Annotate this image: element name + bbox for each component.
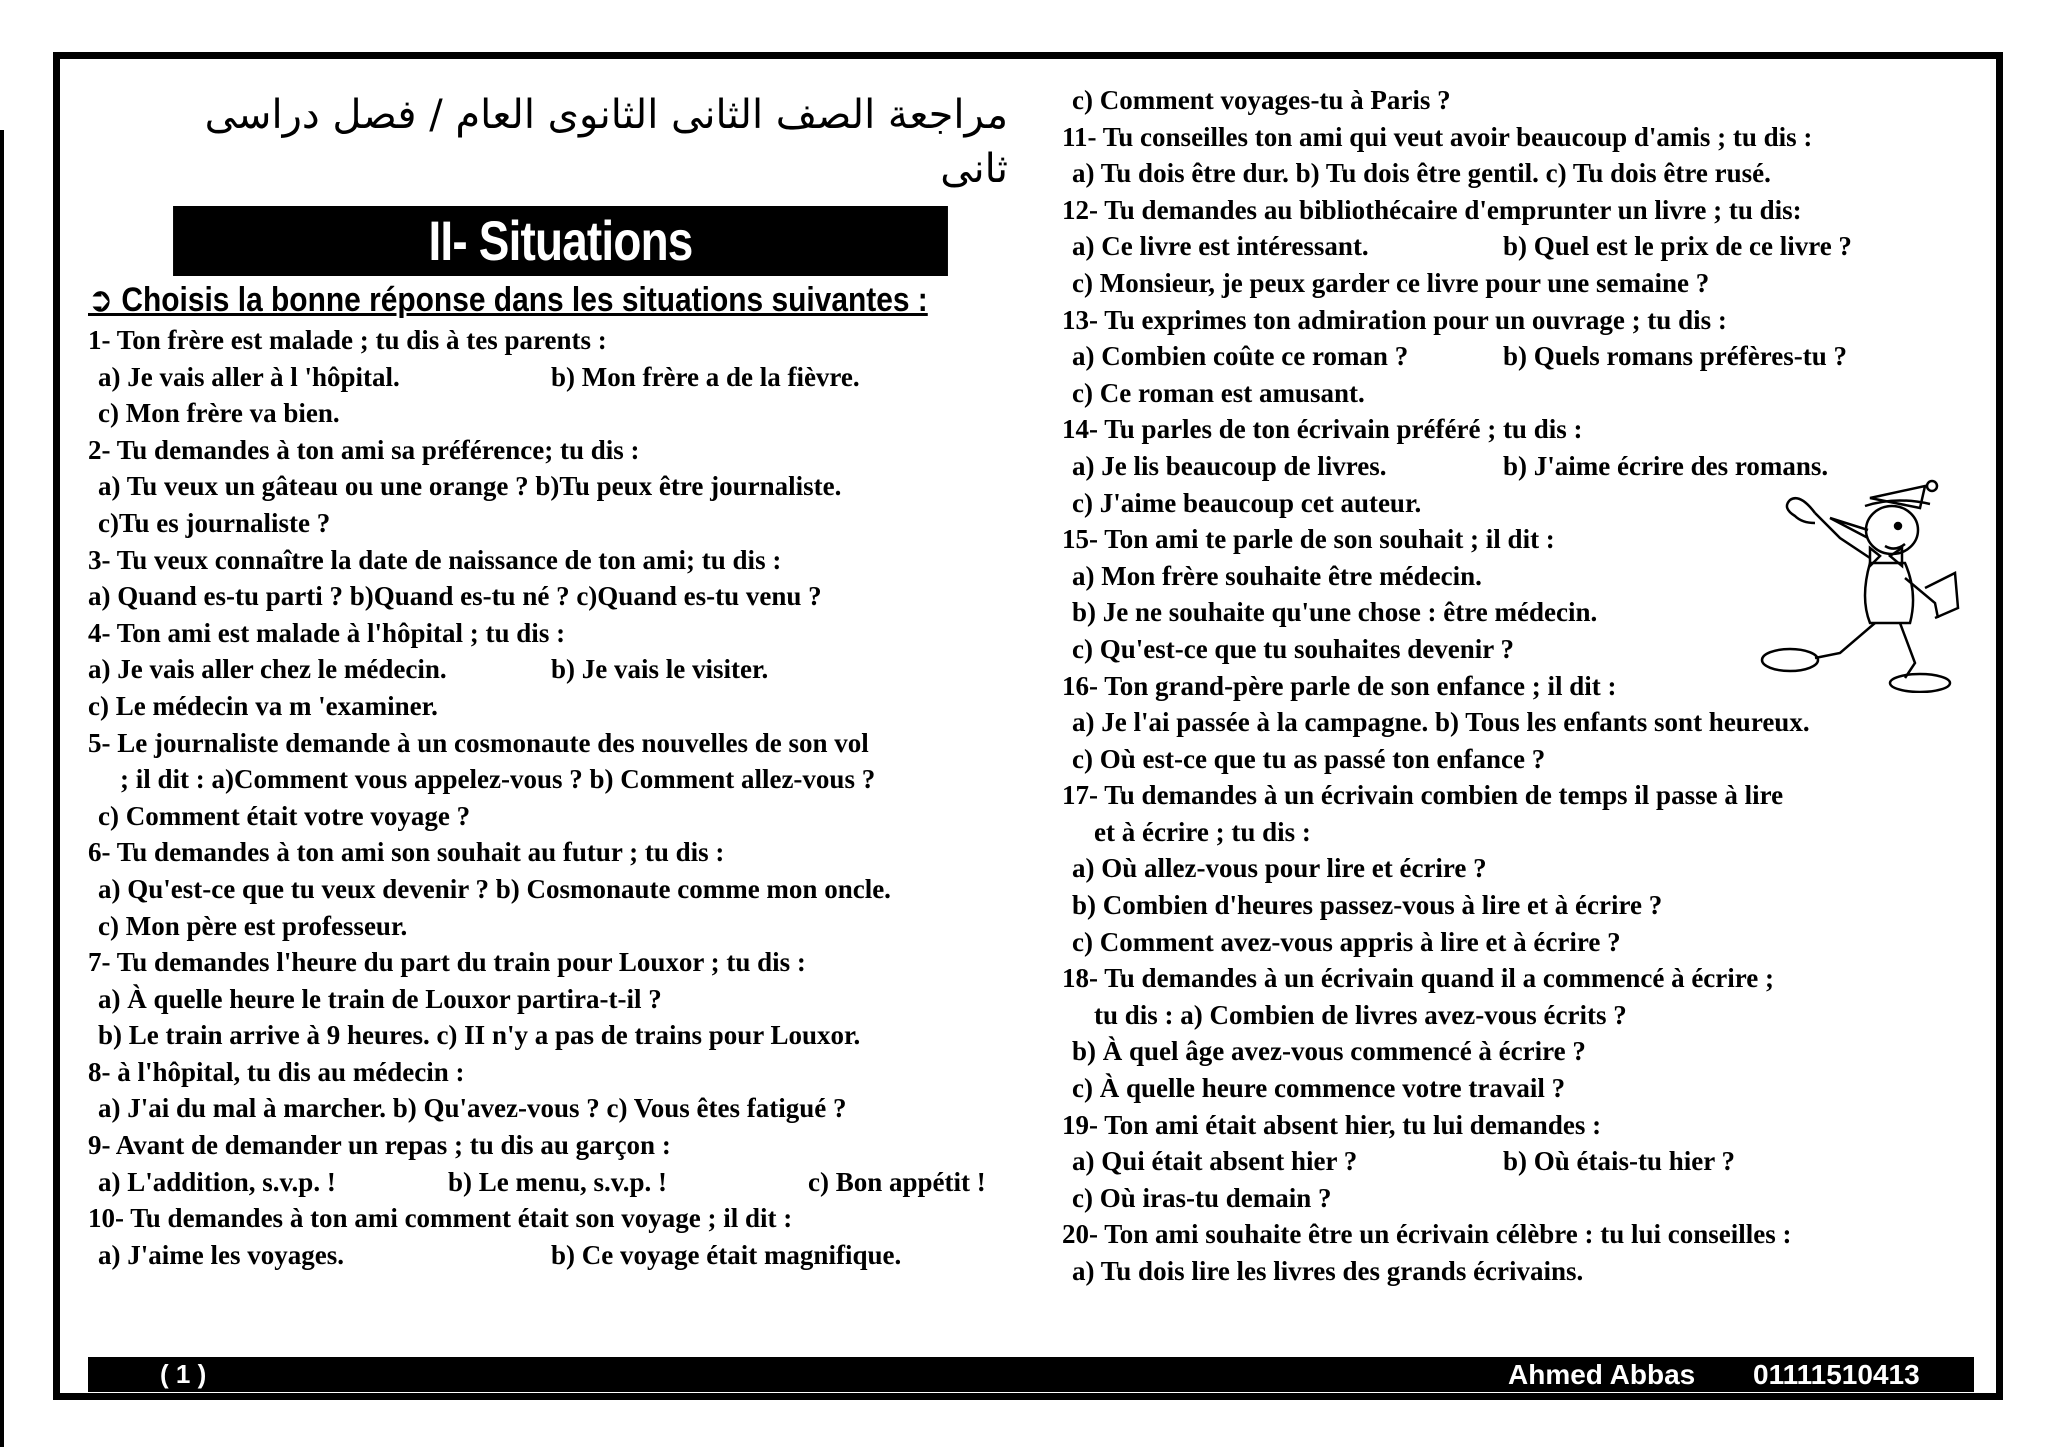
answer-option: c) Bon appétit ! (808, 1166, 986, 1197)
answer-line (88, 359, 1033, 396)
answer-option: b) Où étais-tu hier ? (1503, 1146, 1736, 1177)
question-line: 8- à l'hôpital, tu dis au médecin : (88, 1056, 465, 1087)
question-line (88, 651, 1033, 688)
answer-line: c) Mon père est professeur. (98, 910, 408, 941)
answer-line: a) Mon frère souhaite être médecin. (1072, 560, 1482, 591)
answer-line: a) Tu veux un gâteau ou une orange ? b)Tu peux être journaliste. (98, 471, 842, 502)
answer-option: b) Quel est le prix de ce livre ? (1503, 231, 1852, 262)
page-number: ( 1 ) (160, 1359, 207, 1389)
question-line: 10- Tu demandes à ton ami comment était son voyage ; il dit : (88, 1203, 793, 1234)
answer-line: a) À quelle heure le train de Louxor partira-t-il ? (98, 983, 662, 1014)
question-line: 17- Tu demandes à un écrivain combien de temps il passe à lire (1062, 780, 1784, 811)
answer-option: b) Ce voyage était magnifique. (551, 1239, 902, 1270)
question-line: 13- Tu exprimes ton admiration pour un ouvrage ; tu dis : (1062, 304, 1727, 335)
answer-option: a) Je vais aller chez le médecin. (88, 654, 447, 685)
answer-line: c) À quelle heure commence votre travail ? (1072, 1073, 1566, 1104)
answer-line (1062, 228, 1962, 265)
question-line: 20- Ton ami souhaite être un écrivain célèbre : tu lui conseilles : (1062, 1219, 1792, 1250)
question-line: 18- Tu demandes à un écrivain quand il a commencé à écrire ; (1062, 963, 1774, 994)
question-line: 2- Tu demandes à ton ami sa préférence; tu dis : (88, 434, 640, 465)
question-line: 15- Ton ami te parle de son souhait ; il dit : (1062, 524, 1555, 555)
answer-line: c) Comment avez-vous appris à lire et à écrire ? (1072, 926, 1621, 957)
answer-line: et à écrire ; tu dis : (1094, 816, 1311, 847)
arabic-title: مراجعة الصف الثانى الثانوى العام / فصل دراسى ثانى (204, 92, 1008, 192)
answer-line (88, 1164, 1033, 1201)
answer-line: c) Comment était votre voyage ? (98, 800, 471, 831)
author-name: Ahmed Abbas (1508, 1359, 1696, 1390)
question-line: 9- Avant de demander un repas ; tu dis au garçon : (88, 1130, 671, 1161)
answer-option: b) J'aime écrire des romans. (1503, 450, 1829, 481)
question-line: 5- Le journaliste demande à un cosmonaute des nouvelles de son vol (88, 727, 869, 758)
answer-option: a) L'addition, s.v.p. ! (98, 1166, 336, 1197)
answer-line: c) Ce roman est amusant. (1072, 377, 1365, 408)
answer-option: b) Quels romans préfères-tu ? (1503, 341, 1847, 372)
answer-option: b) Mon frère a de la fièvre. (551, 361, 860, 392)
pinocchio-illustration (1720, 478, 1960, 693)
answer-line: b) Combien d'heures passez-vous à lire et à écrire ? (1072, 890, 1663, 921)
question-line: 14- Tu parles de ton écrivain préféré ; tu dis : (1062, 414, 1583, 445)
question-line: 4- Ton ami est malade à l'hôpital ; tu dis : (88, 617, 566, 648)
question-line: 6- Tu demandes à ton ami son souhait au futur ; tu dis : (88, 837, 725, 868)
answer-line: tu dis : a) Combien de livres avez-vous écrits ? (1094, 999, 1627, 1030)
question-line: 1- Ton frère est malade ; tu dis à tes parents : (88, 325, 607, 355)
page-edge-line (0, 130, 4, 1447)
answer-line: c) J'aime beaucoup cet auteur. (1072, 487, 1422, 518)
answer-line: c) Mon frère va bien. (98, 398, 340, 429)
question-line: a) Quand es-tu parti ? b)Quand es-tu né ? c)Quand es-tu venu ? (88, 581, 822, 612)
answer-line: a) Qu'est-ce que tu veux devenir ? b) Cosmonaute comme mon oncle. (98, 873, 891, 904)
question-line: 7- Tu demandes l'heure du part du train pour Louxor ; tu dis : (88, 947, 806, 978)
author-phone: 01111510413 (1753, 1359, 1920, 1390)
question-line: 11- Tu conseilles ton ami qui veut avoir beaucoup d'amis ; tu dis : (1062, 121, 1813, 152)
answer-line (1062, 338, 1962, 375)
answer-line: c) Comment voyages-tu à Paris ? (1072, 85, 1451, 115)
answer-line: c) Qu'est-ce que tu souhaites devenir ? (1072, 633, 1514, 664)
left-question-list (88, 322, 1033, 1273)
answer-option: b) Le menu, s.v.p. ! (448, 1166, 668, 1197)
answer-line: a) Où allez-vous pour lire et écrire ? (1072, 853, 1487, 884)
answer-line: ; il dit : a)Comment vous appelez-vous ? b) Comment allez-vous ? (120, 764, 876, 795)
answer-option: a) Combien coûte ce roman ? (1072, 341, 1409, 372)
answer-line: a) J'ai du mal à marcher. b) Qu'avez-vous ? c) Vous êtes fatigué ? (98, 1093, 847, 1124)
answer-line: b) À quel âge avez-vous commencé à écrire ? (1072, 1036, 1586, 1067)
answer-option: a) Qui était absent hier ? (1072, 1146, 1358, 1177)
answer-line: c) Monsieur, je peux garder ce livre pour une semaine ? (1072, 267, 1710, 298)
question-line: 19- Ton ami était absent hier, tu lui demandes : (1062, 1109, 1602, 1140)
answer-line: b) Le train arrive à 9 heures. c) II n'y a pas de trains pour Louxor. (98, 1020, 861, 1051)
question-line: 16- Ton grand-père parle de son enfance ; il dit : (1062, 670, 1617, 701)
answer-line (1062, 1143, 1962, 1180)
answer-line: c) Où est-ce que tu as passé ton enfance ? (1072, 743, 1546, 774)
left-column (88, 82, 1033, 1273)
answer-line: b) Je ne souhaite qu'une chose : être médecin. (1072, 597, 1598, 628)
answer-option: a) J'aime les voyages. (98, 1239, 344, 1270)
answer-line (88, 1237, 1033, 1274)
question-line: 12- Tu demandes au bibliothécaire d'emprunter un livre ; tu dis: (1062, 194, 1802, 225)
instruction: ➲ Choisis la bonne réponse dans les situations suivantes : (88, 281, 928, 319)
answer-line: c) Où iras-tu demain ? (1072, 1182, 1332, 1213)
answer-option: a) Je vais aller à l 'hôpital. (98, 361, 400, 392)
answer-line: a) Tu dois lire les livres des grands écrivains. (1072, 1256, 1584, 1286)
answer-line: a) Je l'ai passée à la campagne. b) Tous les enfants sont heureux. (1072, 707, 1810, 738)
answer-option: a) Je lis beaucoup de livres. (1072, 450, 1387, 481)
footer-bar (88, 1357, 1974, 1392)
section-title: II- Situations (173, 206, 948, 276)
answer-line: a) Tu dois être dur. b) Tu dois être gentil. c) Tu dois être rusé. (1072, 158, 1771, 189)
answer-option: b) Je vais le visiter. (551, 654, 769, 685)
question-line: c) Le médecin va m 'examiner. (88, 690, 438, 721)
answer-option: a) Ce livre est intéressant. (1072, 231, 1369, 262)
question-line: 3- Tu veux connaître la date de naissance de ton ami; tu dis : (88, 544, 782, 575)
answer-line: c)Tu es journaliste ? (98, 507, 331, 538)
